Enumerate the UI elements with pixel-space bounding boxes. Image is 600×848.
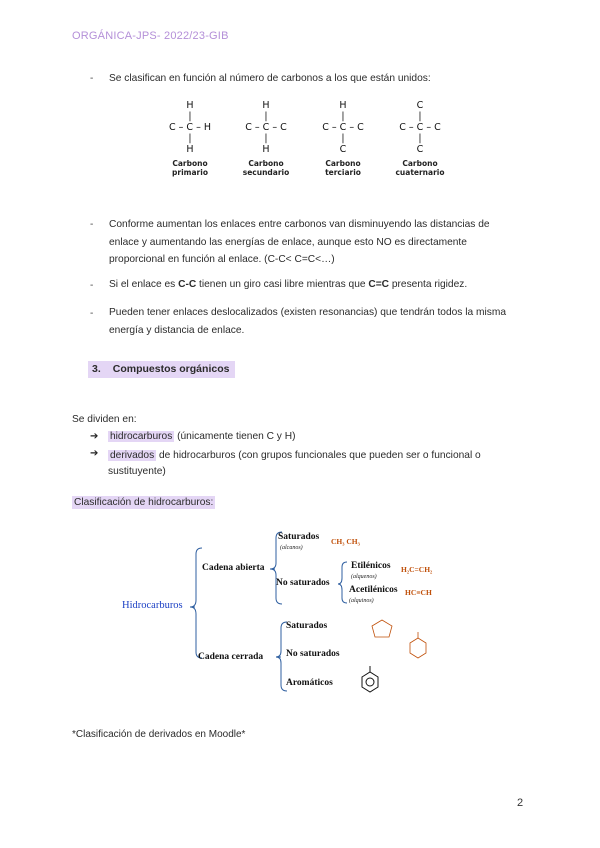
ring-shape: [410, 638, 426, 658]
tree-closed-chain: Cadena cerrada: [198, 652, 264, 662]
carbon-row: H: [327, 100, 359, 111]
carbon-row: C – C – C: [399, 122, 441, 133]
carbon-row: |: [176, 133, 204, 144]
footnote: *Clasificación de derivados en Moodle*: [72, 729, 246, 740]
text-line: Conforme aumentan los enlaces entre carbonos van disminuyendo las distancias de: [109, 219, 490, 230]
classification-title: Clasificación de hidrocarburos:: [74, 497, 214, 508]
tree-aromatic: Aromáticos: [286, 678, 333, 688]
carbon-row: C – C – H: [169, 122, 211, 133]
carbon-secondary-diagram: [236, 100, 296, 177]
carbon-quaternary-diagram: [390, 100, 450, 177]
formula-ethylenic: H₂C=CH₂: [401, 565, 433, 574]
tree-acetylenic: Acetilénicos: [349, 585, 398, 595]
cyclic-molecule-icon: [372, 620, 392, 637]
carbon-row: |: [252, 111, 280, 122]
bullet-dash: -: [90, 219, 94, 230]
bullet-text: Se clasifican en función al número de carbonos a los que están unidos:: [109, 73, 431, 84]
formula-alkane: CH₃ CH₃: [331, 537, 360, 546]
carbon-row: |: [252, 133, 280, 144]
carbon-row: C: [404, 100, 436, 111]
tree-closed-saturated: Saturados: [286, 621, 328, 631]
highlight-term: hidrocarburos: [110, 431, 173, 442]
carbon-label: Carbono: [248, 159, 284, 168]
tree-closed-unsaturated: No saturados: [286, 649, 340, 659]
carbon-tertiary-diagram: [313, 100, 373, 177]
carbon-label-type: terciario: [325, 168, 361, 177]
bullet-dash: -: [90, 308, 94, 319]
tree-saturated: Saturados: [278, 532, 320, 542]
bond-double: C=C: [368, 279, 390, 290]
section-title: Compuestos orgánicos: [112, 363, 230, 375]
ring-shape: [362, 672, 378, 692]
root-brace: [190, 548, 202, 658]
text-line: Pueden tener enlaces deslocalizados (existen resonancias) que tendrán todos la misma: [109, 307, 506, 318]
carbon-label: Carbono: [402, 159, 438, 168]
page-header: ORGÁNICA-JPS- 2022/23-GIB: [72, 30, 229, 42]
bullet-dash: -: [90, 280, 94, 291]
carbon-row: |: [176, 111, 204, 122]
unsaturated-brace: [338, 562, 347, 603]
tree-root: Hidrocarburos: [122, 600, 183, 611]
text-span: (únicamente tienen C y H): [174, 431, 296, 442]
text-span: Si el enlace es: [109, 279, 179, 290]
text-span: tienen un giro casi libre mientras que: [196, 279, 369, 290]
carbon-row: |: [406, 133, 434, 144]
carbon-label-type: secundario: [242, 168, 290, 177]
ring-shape: [366, 678, 374, 686]
carbon-label: Carbono: [325, 159, 361, 168]
tree-alkynes: (alquinos): [349, 598, 374, 604]
carbon-label-type: cuaternario: [395, 168, 445, 177]
bullet-dash: -: [90, 73, 94, 84]
text-line: energía y distancia de enlace.: [109, 324, 245, 336]
divide-item-hidrocarburos: [108, 431, 295, 442]
tree-unsaturated: No saturados: [276, 578, 330, 588]
highlight-term: derivados: [110, 450, 155, 461]
carbon-label-type: primario: [172, 168, 208, 177]
section-heading: [88, 361, 235, 378]
carbon-label: Carbono: [172, 159, 208, 168]
text-span: sustituyente): [108, 466, 166, 477]
carbon-row: H: [174, 100, 206, 111]
carbon-row: H: [250, 100, 282, 111]
bond-single: C-C: [178, 279, 197, 290]
benzene-icon: [362, 666, 378, 692]
tree-alkenes: (alquenos): [351, 574, 377, 580]
carbon-row: C: [404, 144, 436, 155]
carbon-row: |: [406, 111, 434, 122]
text-line: proporcional en función al enlace. (C-C< C=C<…): [109, 254, 335, 265]
page-number: 2: [517, 797, 524, 809]
carbon-row: H: [174, 144, 206, 155]
tree-open-chain: Cadena abierta: [202, 563, 265, 573]
open-chain-brace: [270, 532, 282, 604]
text-line: enlace y aumentando las energías de enlace, aunque esto NO es directamente: [109, 236, 467, 248]
section-number: 3.: [92, 363, 101, 375]
formula-acetylenic: HC≡CH: [405, 588, 432, 597]
carbon-row: H: [250, 144, 282, 155]
divide-item-derivados: [108, 448, 528, 480]
arrow-icon: ➔: [90, 431, 99, 442]
carbon-row: C – C – C: [322, 122, 364, 133]
carbon-primary-diagram: [160, 100, 220, 177]
classification-tree-lines: [110, 520, 440, 705]
tree-ethylenic: Etilénicos: [351, 561, 391, 571]
ring-shape: [372, 620, 392, 637]
bullet-text-giro: [109, 276, 539, 294]
carbon-row: |: [329, 133, 357, 144]
carbon-row: C: [327, 144, 359, 155]
arrow-icon: ➔: [90, 448, 99, 459]
carbon-row: C – C – C: [245, 122, 287, 133]
carbon-row: |: [329, 111, 357, 122]
aromatic-molecule-icon: [410, 632, 426, 658]
text-span: de hidrocarburos (con grupos funcionales que pueden ser o funcional o: [156, 450, 481, 461]
tree-alkanes: (alcanos): [280, 545, 303, 551]
text-span: presenta rigidez.: [389, 279, 468, 290]
bullet-text-deslocalizados: [109, 304, 539, 339]
divide-intro: Se dividen en:: [72, 414, 137, 425]
bullet-text-enlaces: [109, 216, 539, 269]
